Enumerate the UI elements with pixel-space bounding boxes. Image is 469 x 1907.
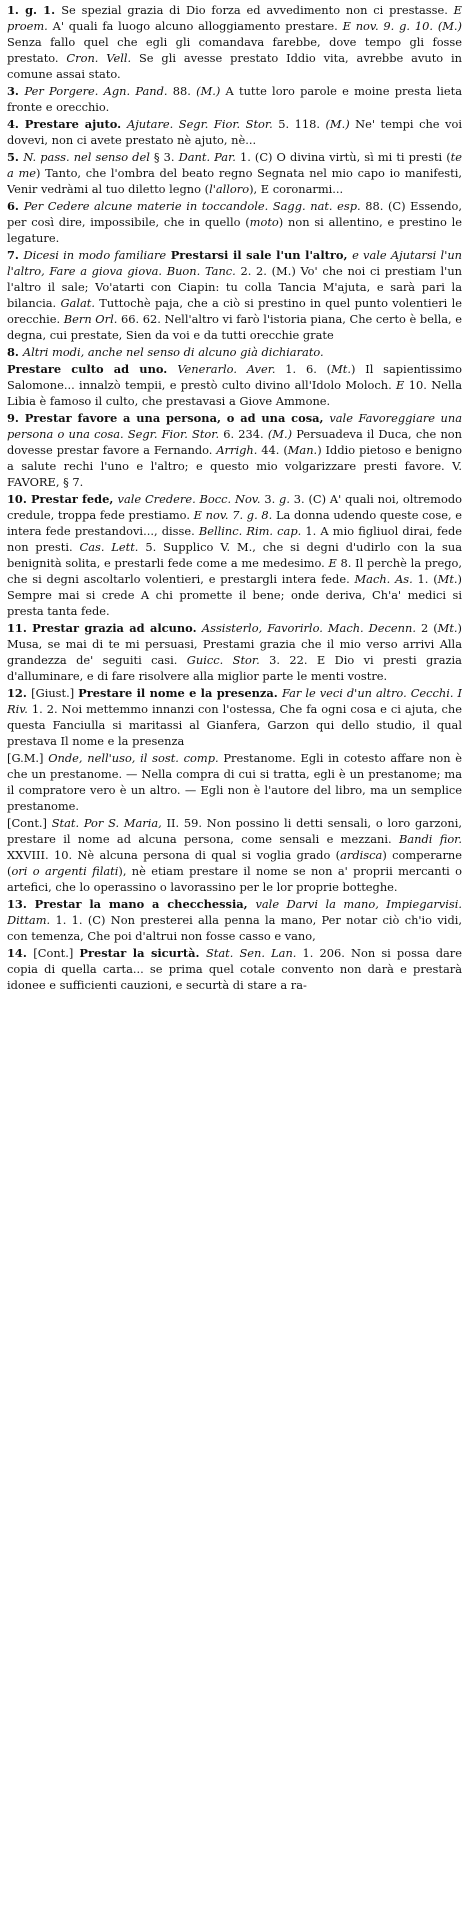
entry-citation-text: ardisca — [340, 848, 383, 862]
entry-citation-text: (M.) — [196, 84, 221, 98]
entry-heading-text: Prestare culto ad uno. — [7, 362, 178, 376]
entry-body-text: [Giust.] — [31, 686, 79, 700]
entry-body-text: A' quali fa luogo alcuno alloggiamento prestare. — [47, 19, 343, 33]
entry-body-text: Senza fallo quel che egli gli comandava farebbe, dove tempo gli fosse prestato. — [7, 35, 462, 65]
entry-body-text: XXVIII. 10. Nè alcuna persona di qual si voglia grado ( — [7, 848, 341, 862]
entry-citation-text: te a me — [7, 150, 462, 180]
entry-body-text: 3. 22. E Dio vi presti grazia d'alluminare, e di fare risolvere alla miglior parte le menti vostre. — [7, 653, 462, 683]
entry-body-text: 1. 1. (C) Non presterei alla penna la mano, Per notar ciò ch'io vidi, con temenza, Che poi d'altrui non fosse casso e vano, — [7, 913, 462, 943]
entry-body-text: Tuttochè paja, che a ciò si prestino in quel punto volentieri le orecchie. — [7, 296, 462, 326]
entry-heading-text: Prestare il nome e la presenza. — [78, 686, 282, 700]
entry-citation-text: Bellinc. Rim. cap. — [198, 524, 302, 538]
entry-citation-text: Bern Orl. — [63, 312, 118, 326]
entry-citation-text: Arrigh. — [216, 443, 258, 457]
entry-heading-text: 13. Prestar la mano a checchessia, — [7, 897, 256, 911]
entry-s12cont — [7, 815, 462, 895]
entry-body-text: La donna udendo queste cose, e intera fede prestandovi..., disse. — [7, 508, 462, 538]
entry-citation-text: e vale Ajutarsi l'un l'altro, Fare a giova giova. Buon. Tanc. — [7, 248, 462, 278]
entry-heading-text: 14. — [7, 946, 34, 960]
entry-body-text: Ne' tempi che voi dovevi, non ci avete prestato nè ajuto, nè... — [7, 117, 462, 147]
entry-citation-text: Ajutare. Segr. Fior. Stor. — [126, 117, 273, 131]
entry-citation-text: Cron. Vell. — [66, 51, 132, 65]
entry-body-text: ) Iddio pietoso e benigno a salute rechi l'uno e l'altro; e questo mio volgarizzare presti favore. V. FAVORE, § 7. — [7, 443, 462, 489]
entry-citation-text: Mt. — [437, 621, 458, 635]
entry-body-text: 88. (C) Essendo, per così dire, impossibile, che in quello ( — [7, 199, 462, 229]
entry-s6 — [7, 198, 462, 246]
entry-citation-text: Far le veci d'un altro. Cecchi. I Riv. — [7, 686, 462, 716]
entry-heading-text: 10. Prestar fede, — [7, 492, 118, 506]
entry-body-text: 2 ( — [415, 621, 438, 635]
entry-body-text: 88. — [167, 84, 197, 98]
entry-heading-text: 12. — [7, 686, 32, 700]
entry-body-text: 1. 6. ( — [275, 362, 332, 376]
entry-citation-text: Guicc. Stor. — [186, 653, 260, 667]
entry-body-text: § 3. — [149, 150, 179, 164]
entry-heading-text: 6. — [7, 199, 24, 213]
entry-body-text: 5. Supplico V. M., che si degni d'udirlo con la sua benignità solita, e prestarli fede come a me medesimo. — [7, 540, 462, 570]
entry-s14 — [7, 945, 462, 993]
entry-citation-text: Venerarlo. Aver. — [177, 362, 276, 376]
entry-body-text: 10. Nella Libia è famoso il culto, che prestavasi a Giove Ammone. — [7, 378, 462, 408]
entry-body-text: ) Musa, se mai di te mi persuasi, Prestami grazia che il mio verso arrivi Alla grandezza de' seguiti casi. — [7, 621, 462, 667]
entry-s10 — [7, 491, 462, 619]
entry-body-text: [Cont.] — [33, 946, 80, 960]
entry-s9 — [7, 410, 462, 490]
entry-body-text: Prestanome. Egli in cotesto affare non è che un prestanome. — Nella compra di cui si tratta, egli è un prestanome; ma il compratore vero è un altro. — Egli non è l'autore del libro, ma un semplice prestanome. — [7, 751, 462, 813]
entry-citation-text: E — [328, 556, 337, 570]
entry-heading-text: 5. — [7, 150, 24, 164]
entry-s5 — [7, 149, 462, 197]
entry-body-text: A tutte loro parole e moine presta lieta fronte e orecchio. — [7, 84, 462, 114]
entry-body-text: 1. 206. Non si possa dare copia di quella carta... se prima quel cotale convento non darà e prestarà idonee e sufficienti cauzioni, e securtà di stare a ra- — [7, 946, 462, 992]
entry-heading-text: 1. g. 1. — [7, 3, 62, 17]
entry-citation-text: Mach. As. — [354, 572, 413, 586]
entry-citation-text: moto — [249, 215, 279, 229]
entry-body-text: ), E coronarmi... — [249, 182, 344, 196]
entry-body-text: 8. Il perchè la prego, che si degni ascoltarlo volentieri, e prestargli intera fede. — [7, 556, 462, 586]
entry-body-text: 3. (C) A' quali noi, oltremodo credule, troppa fede prestiamo. — [7, 492, 462, 522]
entry-citation-text: E nov. 9. g. 10. (M.) — [342, 19, 462, 33]
entry-citation-text: E nov. 7. g. 8. — [193, 508, 273, 522]
entry-citation-text: Stat. Sen. Lan. — [205, 946, 297, 960]
entry-body-text: 1. A mio figliuol dirai, fede non presti. — [7, 524, 462, 554]
entry-citation-text: (M.) — [267, 427, 293, 441]
entry-citation-text: Stat. Por S. Maria, — [51, 816, 162, 830]
entry-body-text: 44. ( — [257, 443, 288, 457]
entry-citation-text: Galat. — [60, 296, 95, 310]
entry-citation-text: vale Favoreggiare una persona o una cosa. Segr. Fior. Stor. — [7, 411, 462, 441]
entry-s8 — [7, 344, 462, 360]
entry-citation-text: g. — [279, 492, 290, 506]
entry-citation-text: Man. — [287, 443, 318, 457]
entry-body-text: 3. — [260, 492, 280, 506]
entry-body-text: ) Tanto, che l'ombra del beato regno Segnata nel mio capo io manifesti, Venir vedràmi al tuo diletto legno ( — [7, 166, 462, 196]
entry-body-text: ), nè etiam prestare il nome se non a' proprii mercanti o artefici, che lo operassino o lavorassino per le lor proprie botteghe. — [7, 864, 462, 894]
entry-s11 — [7, 620, 462, 684]
entry-body-text: ) Sempre mai si crede A chi promette il bene; onde deriva, Ch'a' medici si presta tanta fede. — [7, 572, 462, 618]
entry-citation-text: Altri modi, anche nel senso di alcuno già dichiarato. — [22, 345, 324, 359]
entry-citation-text: Onde, nell'uso, il sost. comp. — [48, 751, 219, 765]
entry-citation-text: E — [396, 378, 405, 392]
entry-body-text: 1. (C) O divina virtù, sì mi ti presti ( — [235, 150, 451, 164]
entry-body-text: 66. 62. Nell'altro vi farò l'istoria piana, Che certo è bella, e degna, cui prestate, Sien da voi e da tutti orecchie grate — [7, 312, 462, 342]
entry-citation-text: Dant. Par. — [178, 150, 236, 164]
entry-body-text: Se gli avesse prestato Iddio vita, avrebbe avuto in comune assai stato. — [7, 51, 462, 81]
entry-body-text: 5. 118. — [272, 117, 326, 131]
entry-s13 — [7, 896, 462, 944]
entry-body-text: ) comperarne ( — [7, 848, 462, 878]
entry-s8a — [7, 361, 462, 409]
entry-heading-text: 7. — [7, 248, 24, 262]
entry-citation-text: Mt. — [331, 362, 351, 376]
entry-body-text: Persuadeva il Duca, che non dovesse prestar favore a Fernando. — [7, 427, 462, 457]
entry-citation-text: N. pass. nel senso del — [23, 150, 150, 164]
entry-body-text: 1. 2. Noi mettemmo innanzi con l'ostessa, Che fa ogni cosa e ci ajuta, che questa Fanciulla si maritassi al Gianfera, Garzon qui dello studio, il qual prestava Il nome e la presenza — [7, 702, 462, 748]
entry-citation-text: vale Credere. Bocc. Nov. — [117, 492, 261, 506]
entry-heading-text: Prestarsi il sale l'un l'altro, — [166, 248, 353, 262]
entry-body-text: II. 59. Non possino li detti sensali, o loro garzoni, prestare il nome ad alcuna persona, come sensali e mezzani. — [7, 816, 462, 846]
entry-citation-text: Per Cedere alcune materie in toccandole. Sagg. nat. esp. — [23, 199, 361, 213]
entry-citation-text: Per Porgere. Agn. Pand. — [24, 84, 168, 98]
entry-citation-text: Dicesi in modo familiare — [23, 248, 167, 262]
entry-body-text: 2. 2. (M.) Vo' che noi ci prestiam l'un l'altro il sale; Vo'atarti con Ciapin: tu colla Tancia M'ajuta, e sarà pari la bilancia. — [7, 264, 462, 310]
entry-heading-text: 9. Prestar favore a una persona, o ad una cosa, — [7, 411, 330, 425]
entry-citation-text: Assisterlo, Favorirlo. Mach. Decenn. — [201, 621, 416, 635]
entry-s3 — [7, 83, 462, 115]
entry-citation-text: E proem. — [7, 3, 462, 33]
entry-body-text: ) Il sapientissimo Salomone... innalzò tempii, e prestò culto divino all'Idolo Moloch. — [7, 362, 462, 392]
entry-heading-text: 11. Prestar grazia ad alcuno. — [7, 621, 202, 635]
entry-citation-text: ori o argenti filati — [11, 864, 119, 878]
entry-s7 — [7, 247, 462, 343]
dictionary-entries — [7, 2, 462, 993]
entry-citation-text: vale Darvi la mano, Impiegarvisi. Dittam. — [7, 897, 462, 927]
entry-body-text: 6. 234. — [219, 427, 268, 441]
entry-citation-text: (M.) — [325, 117, 350, 131]
entry-heading-text: 8. — [7, 345, 23, 359]
entry-body-text: 1. ( — [412, 572, 438, 586]
entry-body-text: [G.M.] — [7, 751, 49, 765]
entry-heading-text: 3. — [7, 84, 25, 98]
entry-citation-text: Mt. — [437, 572, 458, 586]
entry-s12gm — [7, 750, 462, 814]
entry-s12 — [7, 685, 462, 749]
entry-heading-text: 4. Prestare ajuto. — [7, 117, 127, 131]
entry-citation-text: Bandi fior. — [398, 832, 462, 846]
dictionary-page — [7, 2, 462, 1905]
entry-citation-text: l'alloro — [209, 182, 250, 196]
entry-s4 — [7, 116, 462, 148]
entry-s1 — [7, 2, 462, 82]
entry-body-text: ) non si allentino, e prestino le legature. — [7, 215, 462, 245]
entry-citation-text: Cas. Lett. — [79, 540, 139, 554]
entry-body-text: [Cont.] — [7, 816, 52, 830]
entry-body-text: Se spezial grazia di Dio forza ed avvedimento non ci prestasse. — [61, 3, 454, 17]
entry-heading-text: Prestar la sicurtà. — [79, 946, 206, 960]
